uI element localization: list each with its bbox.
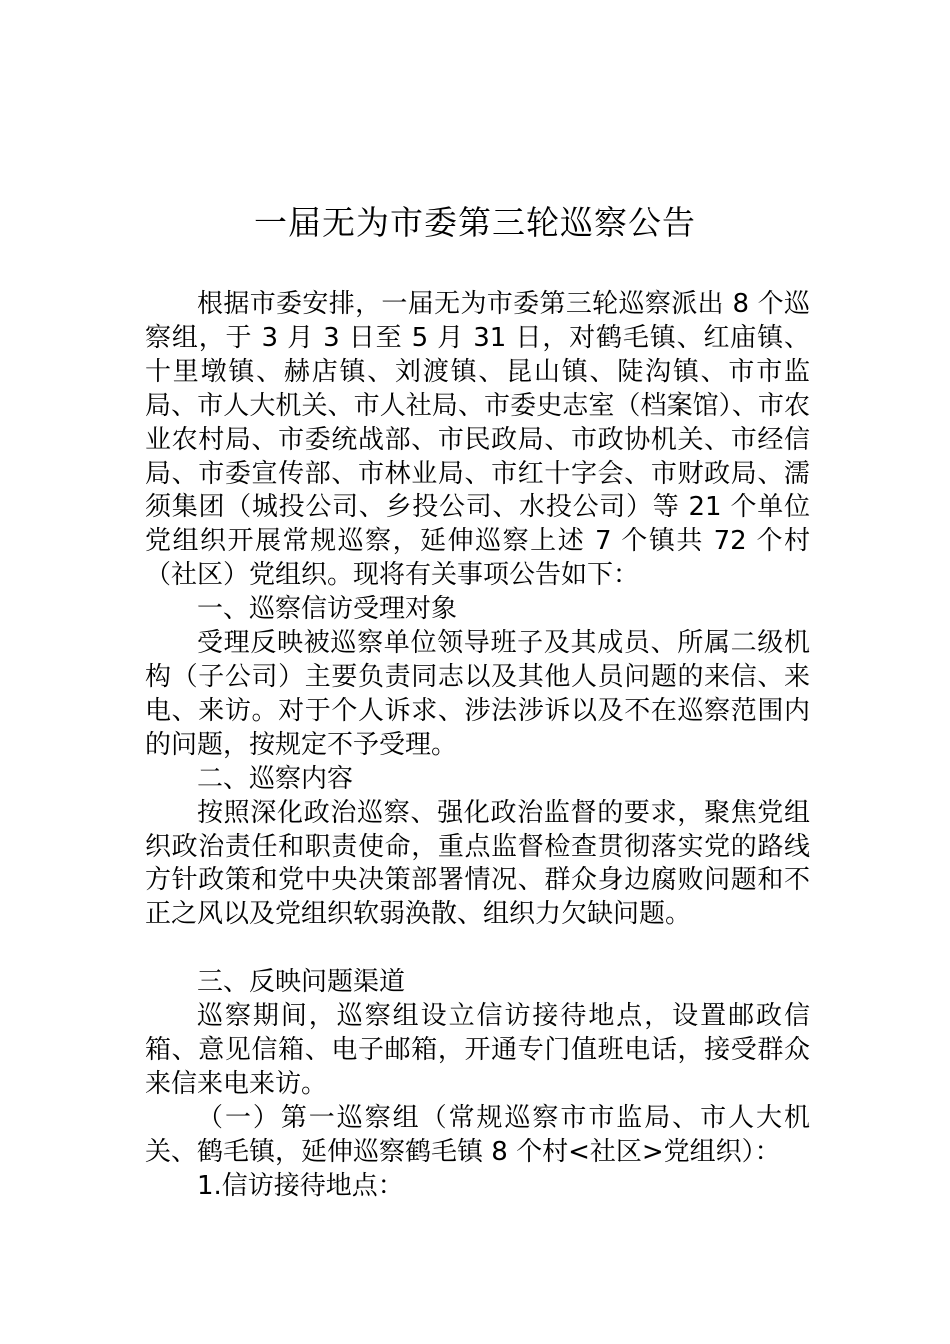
section-heading-1: 一、巡察信访受理对象 — [197, 594, 458, 625]
intro-paragraph: 根据市委安排，一届无为市委第三轮巡察派出 8 个巡察组，于 3 月 3 日至 5 月 31 日，对鹤毛镇、红庙镇、十里墩镇、赫店镇、刘渡镇、昆山镇、陡沟镇、市市监局、市人大机关、市人社局、市委史志室（档案馆）、市农业农村局、市委统战部、市民政局、市政协机关、市经信局、市委宣传部、市林业局、市红十字会、市财政局、濡须集团（城投公司、乡投公司、水投公司）等 21 个单位党组织开展常规巡察，延伸巡察上述 7 个镇共 72 个村（社区）党组织。现将有关事项公告如下： — [145, 289, 810, 591]
section-heading-2: 二、巡察内容 — [197, 763, 354, 794]
section-paragraph-1: 受理反映被巡察单位领导班子及其成员、所属二级机构（子公司）主要负责同志以及其他人员问题的来信、来电、来访。对于个人诉求、涉法涉诉以及不在巡察范围内的问题，按规定不予受理。 — [145, 628, 810, 760]
section-paragraph-2: 按照深化政治巡察、强化政治监督的要求，聚焦党组织政治责任和职责使命，重点监督检查贯彻落实党的路线方针政策和党中央决策部署情况、群众身边腐败问题和不正之风以及党组织软弱涣散、组织力欠缺问题。 — [145, 797, 810, 930]
section-heading-3: 三、反映问题渠道 — [197, 967, 406, 998]
document-body — [145, 288, 810, 1203]
list-item-1: 1.信访接待地点： — [197, 1170, 404, 1201]
document-title: 一届无为市委第三轮巡察公告 — [254, 203, 696, 242]
section-paragraph-3: 巡察期间，巡察组设立信访接待地点，设置邮政信箱、意见信箱、电子邮箱，开通专门值班电话，接受群众来信来电来访。 — [145, 1001, 810, 1099]
subsection-heading-1: （一）第一巡察组（常规巡察市市监局、市人大机关、鹤毛镇，延伸巡察鹤毛镇 8 个村<社区>党组织）： — [145, 1102, 810, 1167]
paragraph-spacer — [145, 932, 810, 966]
